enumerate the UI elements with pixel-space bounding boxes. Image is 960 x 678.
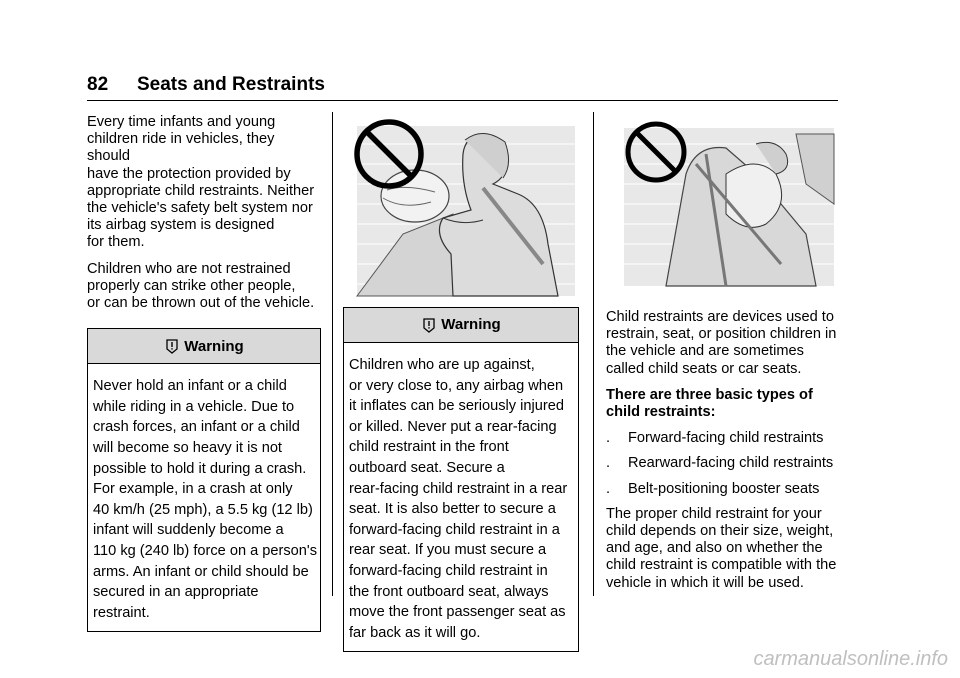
text-line: Child restraints are devices used to	[606, 309, 834, 325]
warning-line: arms. An infant or child should be	[93, 563, 309, 580]
list-item-text: Forward-facing child restraints	[628, 430, 824, 447]
text-line: properly can strike other people,	[87, 277, 296, 294]
warning-icon	[421, 317, 437, 333]
bullet-marker: .	[606, 455, 611, 472]
airbag-infant-drawing	[343, 114, 581, 299]
intro-paragraph	[87, 114, 321, 252]
text-line: vehicle in which it will be used.	[606, 574, 804, 591]
column-2	[343, 114, 581, 652]
text-line: Children who are not restrained	[87, 260, 291, 277]
warning-line: Never hold an infant or a child	[93, 378, 287, 395]
warning-line: secured in an appropriate	[93, 584, 259, 601]
text-line: Every time infants and young	[87, 114, 276, 130]
child-restraint-definition	[606, 309, 838, 378]
text-line: and age, and also on whether the	[606, 540, 823, 557]
text-line: the vehicle and are sometimes	[606, 343, 804, 360]
warning-line: while riding in a vehicle. Due to	[93, 398, 295, 415]
warning-line: For example, in a crash at only	[93, 481, 293, 498]
text-line: or can be thrown out of the vehicle.	[87, 295, 315, 312]
warning-line: far back as it will go.	[349, 624, 481, 641]
text-line: for them.	[87, 234, 145, 251]
proper-restraint-paragraph	[606, 506, 838, 592]
warning-line: or killed. Never put a rear-facing	[349, 418, 557, 435]
warning-line: it inflates can be seriously injured	[349, 398, 564, 415]
warning-line: rear-facing child restraint in a rear	[349, 480, 568, 497]
warning-title: Warning	[441, 316, 501, 334]
list-item-text: Belt-positioning booster seats	[628, 480, 820, 497]
text-line: There are three basic types of	[606, 386, 813, 403]
text-line: the vehicle's safety belt system nor	[87, 200, 313, 217]
text-line: The proper child restraint for your	[606, 505, 822, 522]
warning-icon	[164, 338, 180, 354]
watermark: carmanualsonline.info	[753, 648, 948, 670]
warning-line: 40 km/h (25 mph), a 5.5 kg (12 lb)	[93, 501, 313, 518]
warning-line: or very close to, any airbag when	[349, 377, 564, 394]
warning-line: restraint.	[93, 604, 150, 621]
page-header	[87, 72, 838, 101]
text-line: child restraints:	[606, 404, 716, 421]
column-3	[606, 114, 838, 601]
column-1	[87, 114, 321, 632]
column-divider-right	[593, 112, 594, 596]
text-line: child depends on their size, weight,	[606, 523, 834, 540]
warning-line: crash forces, an infant or a child	[93, 419, 300, 436]
warning-header	[344, 308, 578, 343]
warning-line: 110 kg (240 lb) force on a person's	[93, 542, 317, 559]
warning-line: possible to hold it during a crash.	[93, 460, 307, 477]
illustration-rear-facing-front-seat	[606, 114, 838, 291]
warning-box-infant	[87, 328, 321, 632]
text-line: children ride in vehicles, they should	[87, 131, 275, 165]
text-line: called child seats or car seats.	[606, 360, 802, 377]
warning-line: outboard seat. Secure a	[349, 459, 505, 476]
warning-line: Children who are up against,	[349, 357, 535, 373]
warning-line: move the front passenger seat as	[349, 604, 566, 621]
warning-line: seat. It is also better to secure a	[349, 501, 556, 518]
section-title: Seats and Restraints	[137, 74, 325, 95]
warning-title: Warning	[184, 337, 244, 355]
rear-facing-seat-drawing	[606, 114, 838, 291]
warning-line: will become so heavy it is not	[93, 440, 282, 457]
warning-line: rear seat. If you must secure a	[349, 542, 547, 559]
text-line: child restraint is compatible with the	[606, 557, 837, 574]
warning-line: infant will suddenly become a	[93, 522, 284, 539]
text-line: restrain, seat, or position children in	[606, 326, 837, 343]
unrestrained-paragraph	[87, 261, 321, 313]
bullet-marker: .	[606, 430, 611, 447]
text-line: its airbag system is designed	[87, 217, 275, 234]
bullet-marker: .	[606, 480, 611, 497]
warning-line: forward-facing child restraint in	[349, 562, 548, 579]
page-number: 82	[87, 74, 109, 95]
column-divider-left	[332, 112, 333, 596]
warning-header	[88, 329, 320, 364]
list-item-text: Rearward-facing child restraints	[628, 455, 834, 472]
warning-line: the front outboard seat, always	[349, 583, 549, 600]
list-item	[606, 455, 838, 472]
illustration-airbag-infant	[343, 114, 581, 299]
warning-line: forward-facing child restraint in a	[349, 521, 560, 538]
warning-body	[88, 364, 320, 631]
list-item	[606, 481, 838, 498]
warning-body	[344, 343, 578, 651]
warning-box-airbag	[343, 307, 579, 652]
text-line: have the protection provided by	[87, 165, 291, 182]
text-line: appropriate child restraints. Neither	[87, 182, 315, 199]
list-item	[606, 430, 838, 447]
types-heading	[606, 387, 838, 421]
warning-line: child restraint in the front	[349, 439, 509, 456]
